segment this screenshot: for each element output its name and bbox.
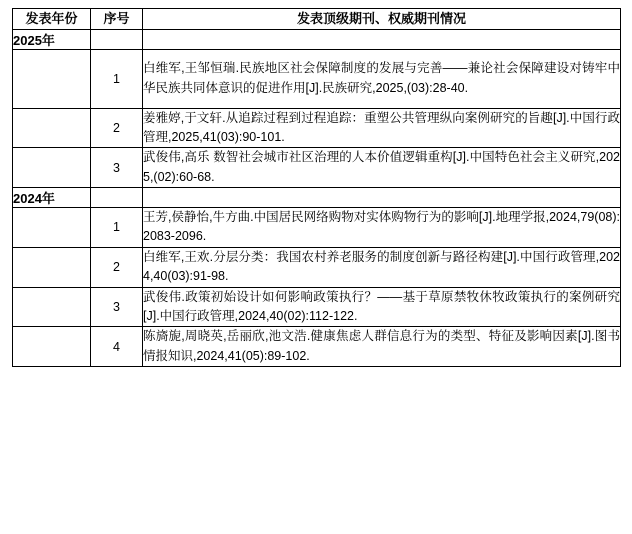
year-spacer — [13, 247, 91, 287]
row-number: 1 — [91, 208, 143, 248]
year-spacer — [13, 108, 91, 148]
publications-table — [12, 8, 621, 367]
reference-text: 武俊伟,高乐 数智社会城市社区治理的人本价值逻辑重构[J].中国特色社会主义研究,2025,(02):60-68. — [143, 148, 621, 188]
row-number: 2 — [91, 108, 143, 148]
table-header-row — [13, 9, 621, 30]
year-spacer — [13, 287, 91, 327]
year-row-no-spacer — [91, 29, 143, 49]
table-row — [13, 208, 621, 248]
row-number: 3 — [91, 287, 143, 327]
year-label: 2025年 — [13, 29, 91, 49]
table-row — [13, 148, 621, 188]
document-page — [0, 8, 632, 534]
reference-text: 姜雅婷,于文轩.从追踪过程到过程追踪：重塑公共管理纵向案例研究的旨趣[J].中国行政管理,2025,41(03):90-101. — [143, 108, 621, 148]
year-row-ref-spacer — [143, 29, 621, 49]
year-label: 2024年 — [13, 188, 91, 208]
header-year: 发表年份 — [13, 9, 91, 30]
table-row — [13, 287, 621, 327]
row-number: 4 — [91, 327, 143, 367]
reference-text: 王芳,侯静怡,牛方曲.中国居民网络购物对实体购物行为的影响[J].地理学报,2024,79(08):2083-2096. — [143, 208, 621, 248]
table-row — [13, 108, 621, 148]
year-group-row — [13, 29, 621, 49]
reference-text: 白维军,王欢.分层分类：我国农村养老服务的制度创新与路径构建[J].中国行政管理,2024,40(03):91-98. — [143, 247, 621, 287]
year-group-row — [13, 188, 621, 208]
year-row-no-spacer — [91, 188, 143, 208]
header-ref: 发表顶级期刊、权威期刊情况 — [143, 9, 621, 30]
header-no: 序号 — [91, 9, 143, 30]
year-spacer — [13, 327, 91, 367]
reference-text: 武俊伟.政策初始设计如何影响政策执行？——基于草原禁牧休牧政策执行的案例研究[J].中国行政管理,2024,40(02):112-122. — [143, 287, 621, 327]
year-spacer — [13, 148, 91, 188]
year-spacer — [13, 49, 91, 108]
reference-text: 白维军,王邹恒瑞.民族地区社会保障制度的发展与完善——兼论社会保障建设对铸牢中华民族共同体意识的促进作用[J].民族研究,2025,(03):28-40. — [143, 49, 621, 108]
table-row — [13, 247, 621, 287]
row-number: 1 — [91, 49, 143, 108]
row-number: 2 — [91, 247, 143, 287]
table-row — [13, 49, 621, 108]
row-number: 3 — [91, 148, 143, 188]
year-row-ref-spacer — [143, 188, 621, 208]
table-row — [13, 327, 621, 367]
reference-text: 陈旖旎,周晓英,岳丽欣,池文浩.健康焦虑人群信息行为的类型、特征及影响因素[J].图书情报知识,2024,41(05):89-102. — [143, 327, 621, 367]
year-spacer — [13, 208, 91, 248]
